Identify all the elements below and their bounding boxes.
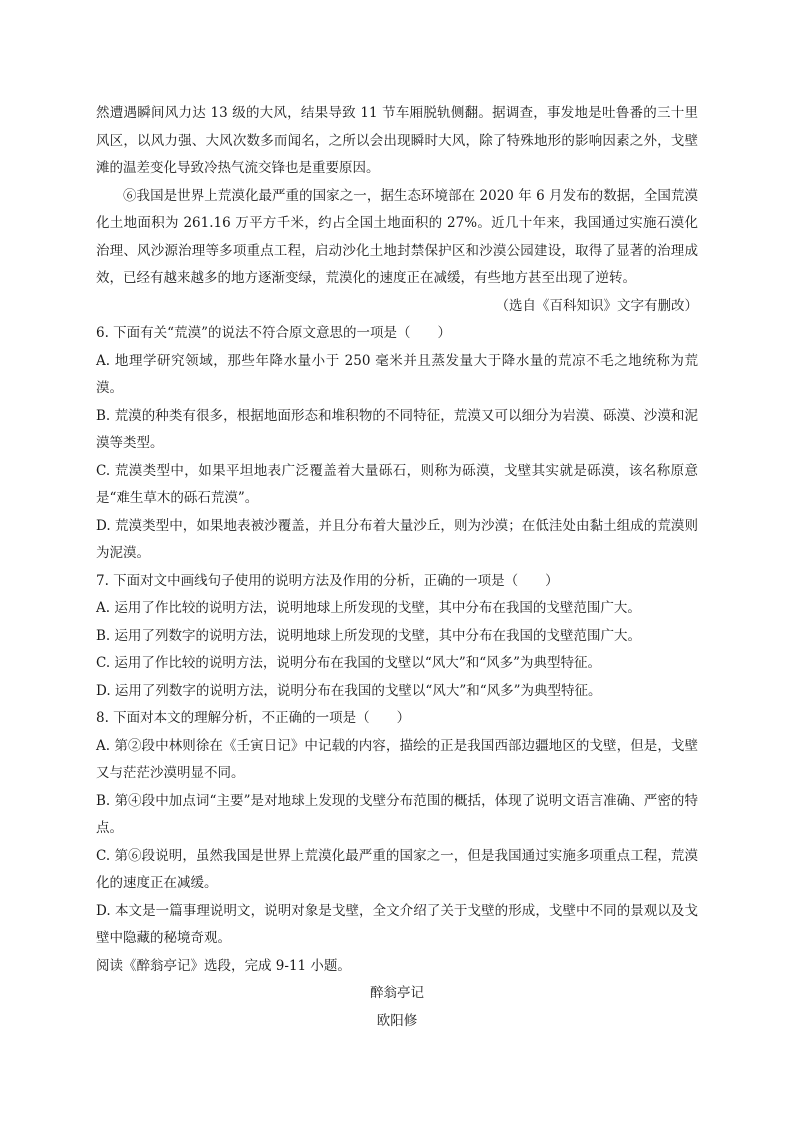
option-c: C. 运用了作比较的说明方法，说明分布在我国的戈壁以“风大”和“风多”为典型特征。 — [96, 655, 602, 671]
document-page — [96, 100, 698, 1035]
poem-author: 欧阳修 — [376, 1012, 418, 1029]
question-stem: 8. 下面对本文的理解分析，不正确的一项是（ ） — [96, 710, 411, 726]
question-stem: 7. 下面对文中画线句子使用的说明方法及作用的分析，正确的一项是（ ） — [96, 572, 559, 589]
option-b: B. 荒漠的种类有很多，根据地面形态和堆积物的不同特征，荒漠又可以细分为岩漠、砾漠、沙漠和泥漠等类型。 — [96, 407, 698, 451]
option-b: B. 第④段中加点词“主要”是对地球上发现的戈壁分布范围的概括，体现了说明文语言准确、严密的特点。 — [96, 792, 698, 836]
option-d: D. 运用了列数字的说明方法，说明分布在我国的戈壁以“风大”和“风多”为典型特征。 — [96, 682, 602, 699]
option-d: D. 荒漠类型中，如果地表被沙覆盖，并且分布着大量沙丘，则为沙漠；在低洼处由黏土组成的荒漠则为泥漠。 — [96, 517, 698, 561]
reading-intro: 阅读《醉翁亭记》选段，完成 9-11 小题。 — [96, 957, 351, 974]
question-8 — [96, 705, 698, 953]
option-c: C. 荒漠类型中，如果平坦地表广泛覆盖着大量砾石，则称为砾漠，戈壁其实就是砾漠，该名称原意是“难生草木的砾石荒漠”。 — [96, 462, 698, 506]
passage-paragraph-6: ⑥我国是世界上荒漠化最严重的国家之一，据生态环境部在 2020 年 6 月发布的数据，全国荒漠化土地面积为 261.16 万平方千米，约占全国土地面积的 27%。近几十年来，我国通过实施石漠化治理、风沙源治理等多项重点工程，启动沙化土地封禁保护区和沙漠公园建设，取得了显著的治理成效，已经有越来越多的地方逐渐变绿，荒漠化的速度正在减缓，有些地方甚至出现了逆转。 — [96, 187, 698, 286]
passage-paragraph-5-continued: 然遭遇瞬间风力达 13 级的大风，结果导致 11 节车厢脱轨侧翻。据调查，事发地是吐鲁番的三十里风区，以风力强、大风次数多而闻名，之所以会出现瞬时大风，除了特殊地形的影响因素之外，戈壁滩的温差变化导致冷热气流交锋也是重要原因。 — [96, 105, 698, 176]
poem-title: 醉翁亭记 — [370, 985, 424, 1001]
question-6 — [96, 320, 698, 568]
option-d: D. 本文是一篇事理说明文，说明对象是戈壁，全文介绍了关于戈壁的形成，戈壁中不同的景观以及戈壁中隐藏的秘境奇观。 — [96, 902, 698, 946]
option-a: A. 地理学研究领域，那些年降水量小于 250 毫米并且蒸发量大于降水量的荒凉不毛之地统称为荒漠。 — [96, 352, 698, 396]
question-7 — [96, 568, 698, 706]
option-a: A. 第②段中林则徐在《壬寅日记》中记载的内容，描绘的正是我国西部边疆地区的戈壁，但是，戈壁又与茫茫沙漠明显不同。 — [96, 737, 698, 781]
question-stem: 6. 下面有关“荒漠”的说法不符合原文意思的一项是（ ） — [96, 325, 451, 341]
option-c: C. 第⑥段说明，虽然我国是世界上荒漠化最严重的国家之一，但是我国通过实施多项重点工程，荒漠化的速度正在减缓。 — [96, 847, 698, 891]
option-b: B. 运用了列数字的说明方法，说明地球上所发现的戈壁，其中分布在我国的戈壁范围广大。 — [96, 627, 642, 644]
option-a: A. 运用了作比较的说明方法，说明地球上所发现的戈壁，其中分布在我国的戈壁范围广大。 — [96, 600, 641, 616]
passage-source: （选自《百科知识》文字有删改） — [495, 297, 698, 314]
